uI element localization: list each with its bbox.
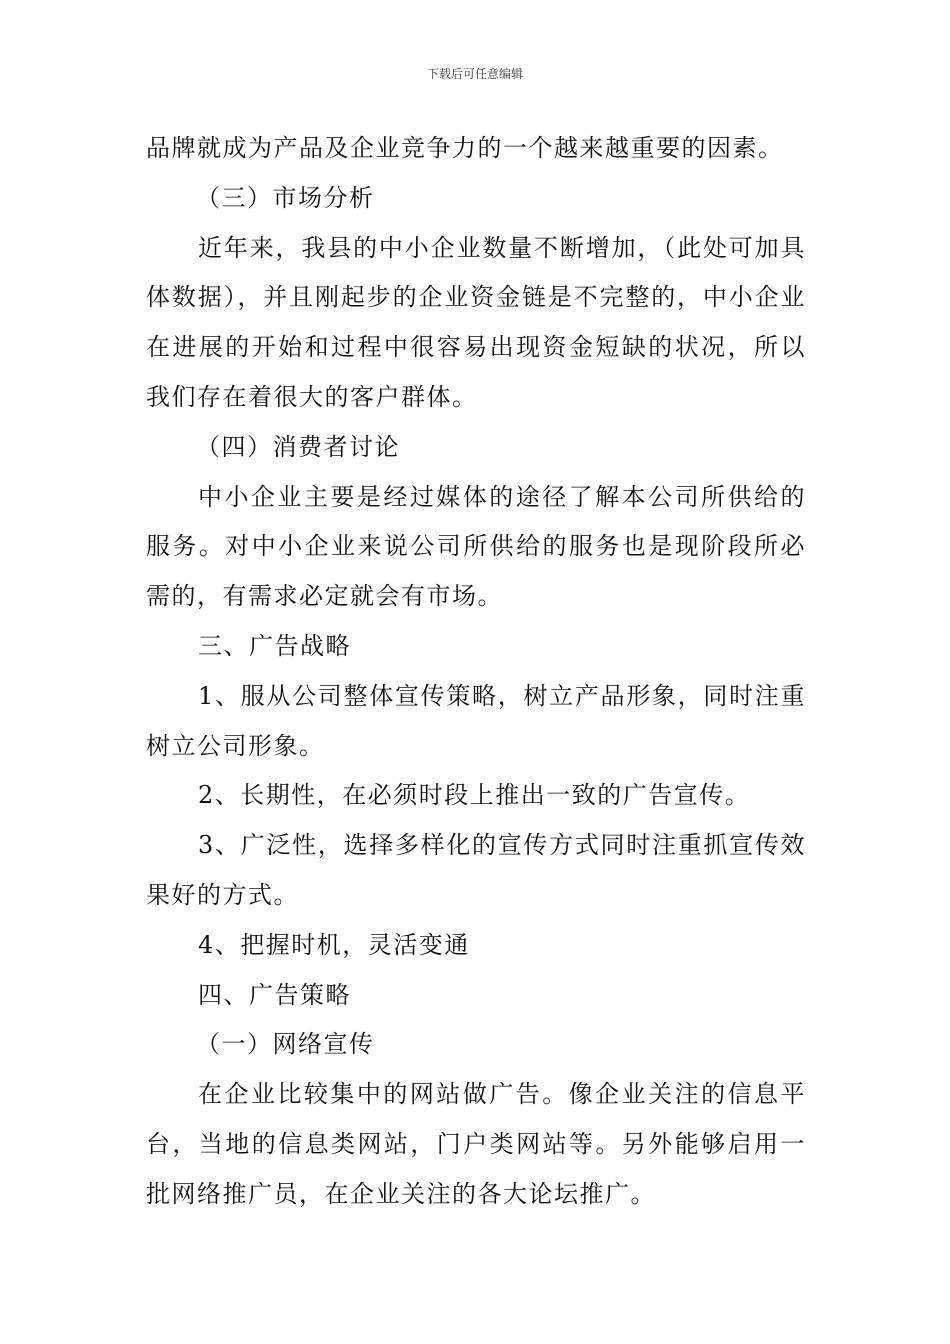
heading-consumer-discussion: （四）消费者讨论 — [196, 432, 400, 461]
list-item-strategy-4: 4、把握时机，灵活变通 — [198, 930, 470, 959]
list-item-strategy-2: 2、长期性，在必须时段上推出一致的广告宣传。 — [198, 781, 751, 810]
heading-ad-tactics: 四、广告策略 — [198, 980, 351, 1009]
paragraph-market-analysis: 近年来，我县的中小企业数量不断增加，（此处可加具体数据），并且刚起步的企业资金链是不完整的，中小企业在进展的开始和过程中很容易出现资金短缺的状况，所以我们存在着很大的客户群体。 — [146, 233, 806, 411]
list-item-strategy-1: 1、服从公司整体宣传策略，树立产品形象，同时注重树立公司形象。 — [146, 681, 806, 760]
paragraph-consumer-discussion: 中小企业主要是经过媒体的途径了解本公司所供给的服务。对中小企业来说公司所供给的服务也是现阶段所必需的，有需求必定就会有市场。 — [146, 482, 806, 611]
document-body — [146, 124, 806, 1220]
heading-online-promotion: （一）网络宣传 — [196, 1030, 375, 1059]
heading-ad-strategy: 三、广告战略 — [198, 631, 351, 660]
paragraph-brand-conclusion: 品牌就成为产品及企业竞争力的一个越来越重要的因素。 — [146, 134, 784, 162]
page-header: 下载后可任意编辑 — [426, 67, 523, 81]
heading-market-analysis: （三）市场分析 — [196, 183, 375, 212]
list-item-strategy-3: 3、广泛性，选择多样化的宣传方式同时注重抓宣传效果好的方式。 — [146, 831, 806, 909]
paragraph-online-promotion: 在企业比较集中的网站做广告。像企业关注的信息平台，当地的信息类网站，门户类网站等。另外能够启用一批网络推广员，在企业关注的各大论坛推广。 — [146, 1080, 806, 1208]
